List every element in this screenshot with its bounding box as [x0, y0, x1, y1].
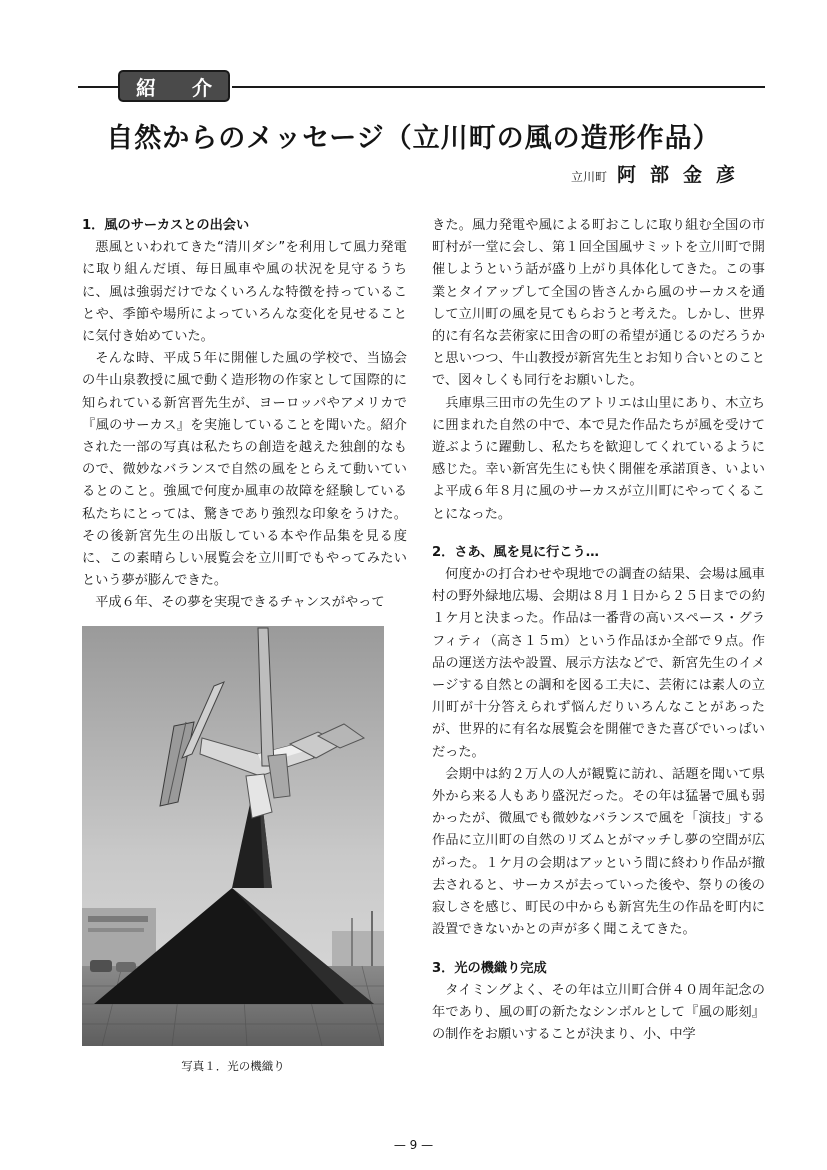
- section-3-heading: 3．光の機織り完成: [432, 960, 547, 976]
- paragraph: 何度かの打合わせや現地での調査の結果、会場は風車村の野外緑地広場、会期は８月１日から２５日までの約１ケ月と決まった。作品は一番背の高いスペース・グラフィティ（高さ１５ｍ）という作品ほか全部で９点。作品の運送方法や設置、展示方法などで、新宮先生のイメージする自然との調和を図る工夫に、芸術には素人の立川町が十分答えられず悩んだりいろんなことがあったが、世界的に有名な展覧会を開催できた喜びでいっぱいだった。: [432, 567, 765, 760]
- page-title: 自然からのメッセージ（立川町の風の造形作品）: [106, 123, 721, 154]
- paragraph: そんな時、平成５年に開催した風の学校で、当協会の牛山泉教授に風で動く造形物の作家として国際的に知られている新宮晋先生が、ヨーロッパやアメリカで『風のサーカス』を実施していることを聞いた。紹介された一部の写真は私たちの創造を越えた独創的なもので、微妙なバランスで自然の風をとらえて動いているとのこと。強風で何度か風車の故障を経験している私たちにとっては、驚きであり強烈な印象をうけた。その後新宮先生の出版している本や作品集を見る度に、この素晴らしい展覧会を立川町でもやってみたいという夢が膨んできた。: [82, 351, 407, 589]
- section-1-heading: 1．風のサーカスとの出会い: [82, 218, 250, 233]
- left-column: [82, 215, 407, 615]
- paragraph: 兵庫県三田市の先生のアトリエは山里にあり、木立ちに囲まれた自然の中で、本で見た作品たちが風を受けて遊ぶように躍動し、私たちを歓迎してくれているように感じた。幸い新宮先生にも快く開催を承諾頂き、いよいよ平成６年８月に風のサーカスが立川町にやってくることになった。: [432, 395, 765, 522]
- page-number: — 9 —: [393, 1138, 434, 1152]
- header-rule-left: [78, 86, 118, 88]
- badge-char-2: 介: [192, 75, 212, 100]
- section-2-heading: 2．さあ、風を見に行こう…: [432, 544, 599, 560]
- sculpture-photo: [82, 626, 384, 1046]
- header-rule-right: [232, 86, 765, 88]
- paragraph: 平成６年、その夢を実現できるチャンスがやって: [95, 595, 385, 611]
- paragraph: 悪風といわれてきた“清川ダシ”を利用して風力発電に取り組んだ頃、毎日風車や風の状況を見守るうちに、風は強弱だけでなくいろんな特徴を持っていることや、季節や場所によっていろんな変化を見せることに気付き始めていた。: [82, 240, 407, 345]
- paragraph: きた。風力発電や風による町おこしに取り組む全国の市町村が一堂に会し、第１回全国風サミットを立川町で開催しようという話が盛り上がり具体化してきた。この事業とタイアップして全国の皆さんから風のサーカスを通して立川町の風を見てもらおうと考えた。しかし、世界的に有名な芸術家に田舎の町の希望が通じるのだろうかと思いつつ、牛山教授が新宮先生とお知り合いとのことで、図々しくも同行をお願いした。: [432, 218, 765, 389]
- right-column: [432, 215, 765, 1046]
- section-badge: [118, 70, 230, 102]
- paragraph: タイミングよく、その年は立川町合併４０周年記念の年であり、風の町の新たなシンボルとして『風の彫刻』の制作をお願いすることが決まり、小、中学: [432, 982, 765, 1043]
- paragraph: 会期中は約２万人の人が観覧に訪れ、話題を聞いて県外から来る人もあり盛況だった。その年は猛暑で風も弱かったが、微風でも微妙なバランスで風を「演技」する作品に立川町の自然のリズムとがマッチし夢の空間が広がった。１ケ月の会期はアッという間に終わり作品が撤去されると、サーカスが去っていった後や、祭りの後の寂しさを感じ、町民の中からも新宮先生の作品を町内に設置できないかとの声が多く聞こえてきた。: [432, 766, 765, 938]
- photo-caption: 写真１．光の機織り: [181, 1059, 285, 1073]
- author-line: [571, 160, 749, 187]
- author-name: 阿部金彦: [616, 164, 749, 186]
- badge-char-1: 紹: [136, 75, 156, 100]
- author-affiliation: 立川町: [570, 170, 607, 184]
